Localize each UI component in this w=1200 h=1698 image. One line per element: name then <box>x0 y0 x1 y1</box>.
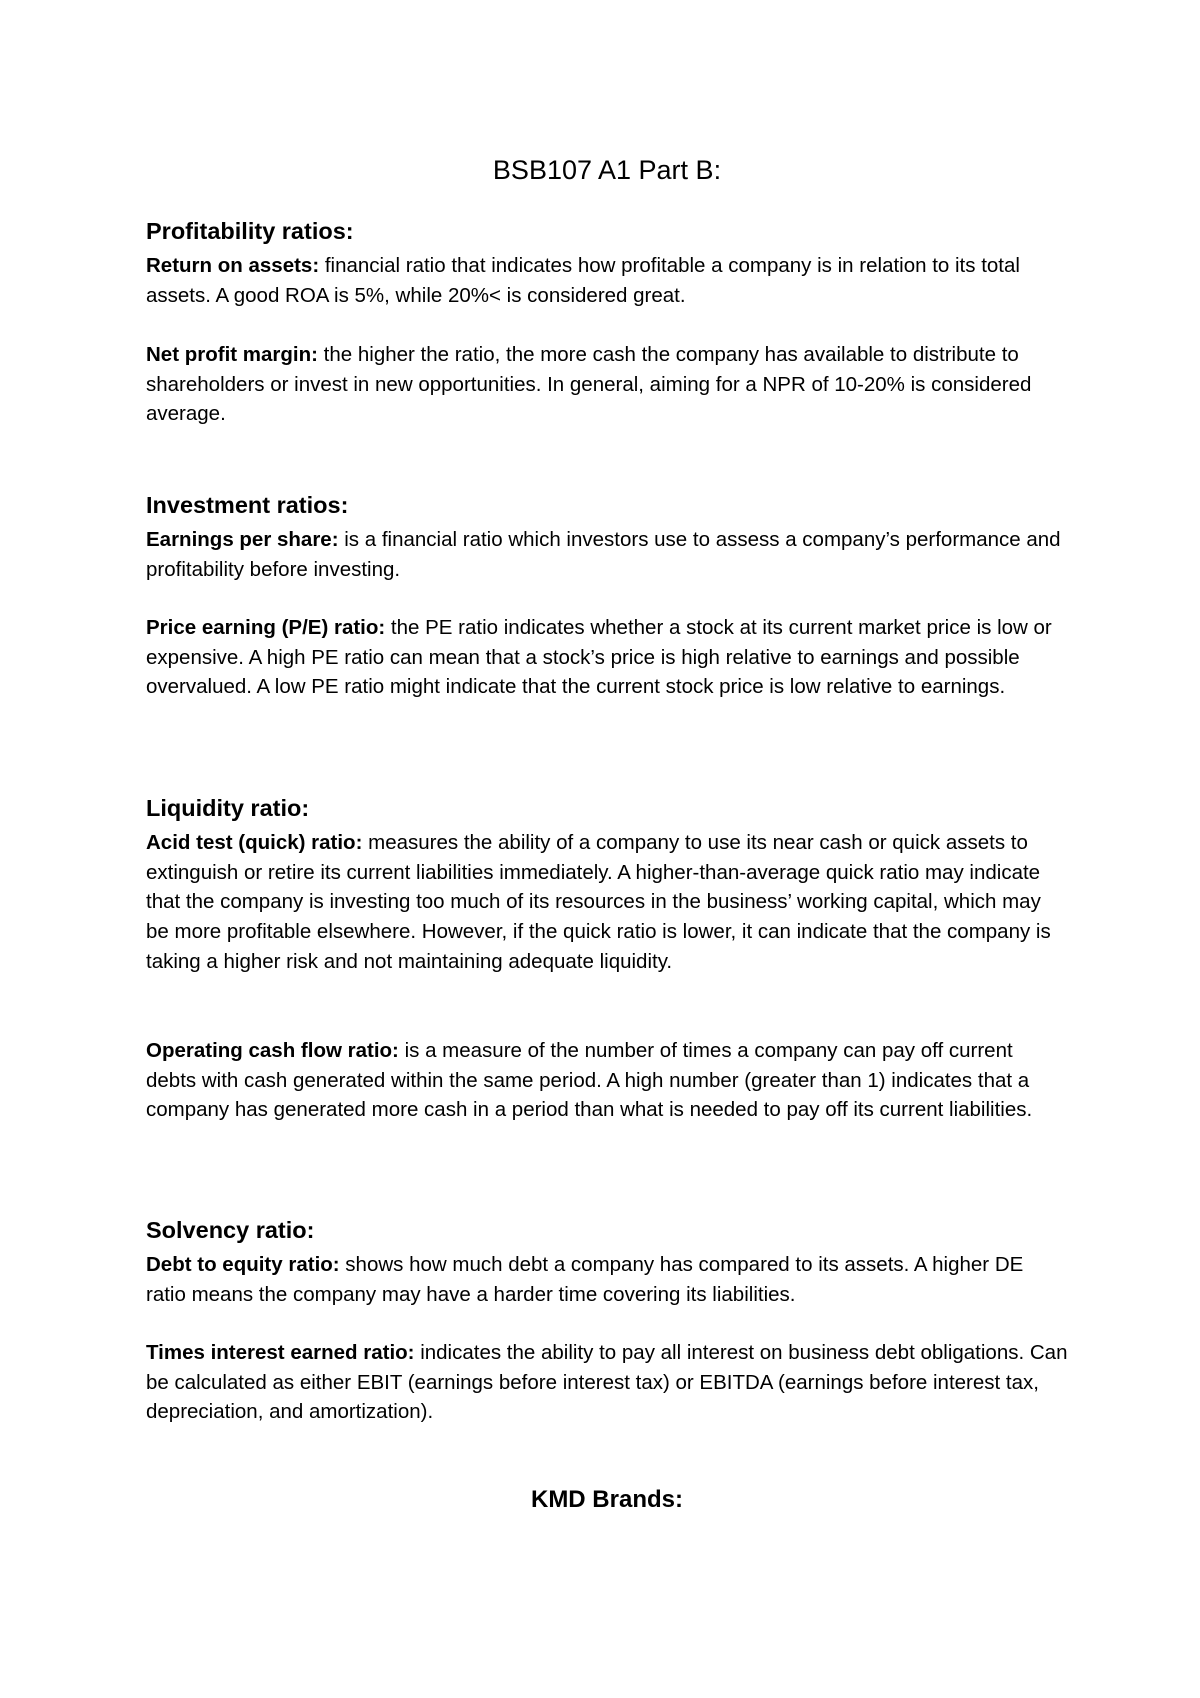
term-label: Times interest earned ratio: <box>146 1341 415 1364</box>
section-heading-liquidity: Liquidity ratio: <box>146 795 310 821</box>
section-heading-solvency: Solvency ratio: <box>146 1217 315 1243</box>
definition-operating-cash-flow-ratio <box>146 1036 1068 1125</box>
section-heading-investment: Investment ratios: <box>146 492 349 518</box>
term-label: Debt to equity ratio: <box>146 1253 340 1276</box>
term-label: Return on assets: <box>146 254 320 277</box>
term-label: Price earning (P/E) ratio: <box>146 616 386 639</box>
definition-debt-to-equity-ratio <box>146 1250 1068 1309</box>
definition-return-on-assets <box>146 251 1068 310</box>
definition-acid-test-ratio <box>146 828 1068 977</box>
term-label: Operating cash flow ratio: <box>146 1039 399 1062</box>
definition-net-profit-margin <box>146 340 1068 429</box>
term-definition: measures the ability of a company to use its near cash or quick assets to extinguish or retire its current liabilities immediately. A higher-than-average quick ratio may indicate that the company is investing too much of its resources in the business’ working capital, which may be more profitable elsewhere. However, if the quick ratio is lower, it can indicate that the company is taking a higher risk and not maintaining adequate liquidity. <box>146 831 1051 973</box>
definition-times-interest-earned-ratio <box>146 1338 1068 1427</box>
document-title: BSB107 A1 Part B: <box>492 155 722 185</box>
term-label: Earnings per share: <box>146 528 339 551</box>
term-definition: is a measure of the number of times a company can pay off current debts with cash generated within the same period. A high number (greater than 1) indicates that a company has generated more cash in a period than what is needed to pay off its current liabilities. <box>146 1039 1033 1122</box>
definition-price-earning-ratio <box>146 613 1068 702</box>
term-definition: the higher the ratio, the more cash the company has available to distribute to shareholders or invest in new opportunities. In general, aiming for a NPR of 10-20% is considered average. <box>146 343 1032 426</box>
term-definition: indicates the ability to pay all interest on business debt obligations. Can be calculated as either EBIT (earnings before interest tax) or EBITDA (earnings before interest tax, depreciation, and amortization). <box>146 1341 1068 1424</box>
term-label: Net profit margin: <box>146 343 318 366</box>
term-definition: financial ratio that indicates how profitable a company is in relation to its total assets. A good ROA is 5%, while 20%< is considered great. <box>146 254 1020 307</box>
term-definition: is a financial ratio which investors use to assess a company’s performance and profitability before investing. <box>146 528 1061 581</box>
term-label: Acid test (quick) ratio: <box>146 831 363 854</box>
section-heading-profitability: Profitability ratios: <box>146 218 354 244</box>
term-definition: shows how much debt a company has compared to its assets. A higher DE ratio means the company may have a harder time covering its liabilities. <box>146 1253 1024 1306</box>
term-definition: the PE ratio indicates whether a stock at its current market price is low or expensive. A high PE ratio can mean that a stock’s price is high relative to earnings and possible overvalued. A low PE ratio might indicate that the current stock price is low relative to earnings. <box>146 616 1052 699</box>
definition-earnings-per-share <box>146 525 1068 584</box>
company-subtitle: KMD Brands: <box>530 1486 683 1513</box>
